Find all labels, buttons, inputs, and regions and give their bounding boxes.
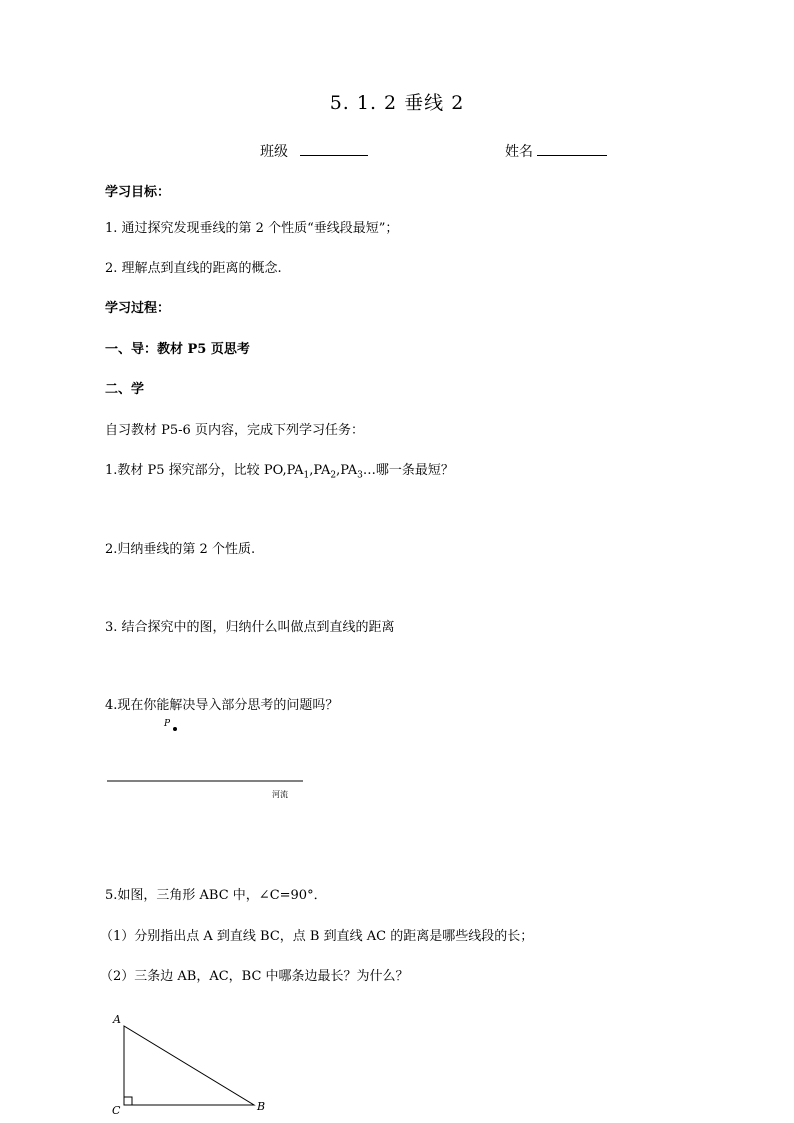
river-label: 河流 <box>272 790 288 799</box>
vertex-c-label: C <box>112 1104 121 1117</box>
task-1 <box>105 459 454 481</box>
name-label: 姓名 <box>505 144 533 160</box>
task-2: 2.归纳垂线的第 2 个性质. <box>105 542 256 557</box>
task-1-text: 1.教材 P5 探究部分，比较 PO,PA <box>105 463 304 478</box>
task-5-question-2: （2）三条边 AB，AC，BC 中哪条边最长？为什么？ <box>100 969 409 984</box>
task-5: 5.如图，三角形 ABC 中，∠C=90°． <box>105 888 327 903</box>
subscript-1: 1 <box>303 470 310 481</box>
section-2: 二、学 <box>105 382 145 397</box>
river-figure <box>100 712 320 804</box>
self-study-instruction: 自习教材 P5-6 页内容，完成下列学习任务： <box>105 423 364 438</box>
vertex-a-label: A <box>113 1013 121 1026</box>
goals-heading: 学习目标： <box>105 185 171 200</box>
task-1-text: ,PA <box>309 463 331 478</box>
goal-2: 2. 理解点到直线的距离的概念. <box>105 261 282 276</box>
name-blank <box>537 141 607 156</box>
section-1: 一、导：教材 P5 页思考 <box>105 342 250 357</box>
goal-1: 1. 通过探究发现垂线的第 2 个性质“垂线段最短”； <box>105 221 399 236</box>
point-p-label: P <box>164 719 171 729</box>
vertex-b-label: B <box>257 1100 266 1113</box>
process-heading: 学习过程： <box>105 301 171 316</box>
class-field <box>260 141 368 161</box>
subscript-3: 3 <box>357 470 363 481</box>
page-title: 5. 1. 2 垂线 2 <box>329 92 465 114</box>
right-angle-mark <box>124 1097 132 1105</box>
task-1-text: …哪一条最短？ <box>362 463 454 478</box>
task-5-question-1: （1）分别指出点 A 到直线 BC，点 B 到直线 AC 的距离是哪些线段的长； <box>100 929 534 944</box>
task-4: 4.现在你能解决导入部分思考的问题吗？ <box>105 698 339 713</box>
task-3: 3. 结合探究中的图，归纳什么叫做点到直线的距离 <box>105 620 395 635</box>
subscript-2: 2 <box>330 470 337 481</box>
point-p <box>173 727 177 731</box>
name-field <box>505 141 607 161</box>
task-1-text: ,PA <box>336 463 358 478</box>
triangle-abc <box>124 1026 254 1105</box>
class-blank <box>300 141 368 156</box>
triangle-figure <box>105 1008 285 1118</box>
class-label: 班级 <box>260 144 288 160</box>
